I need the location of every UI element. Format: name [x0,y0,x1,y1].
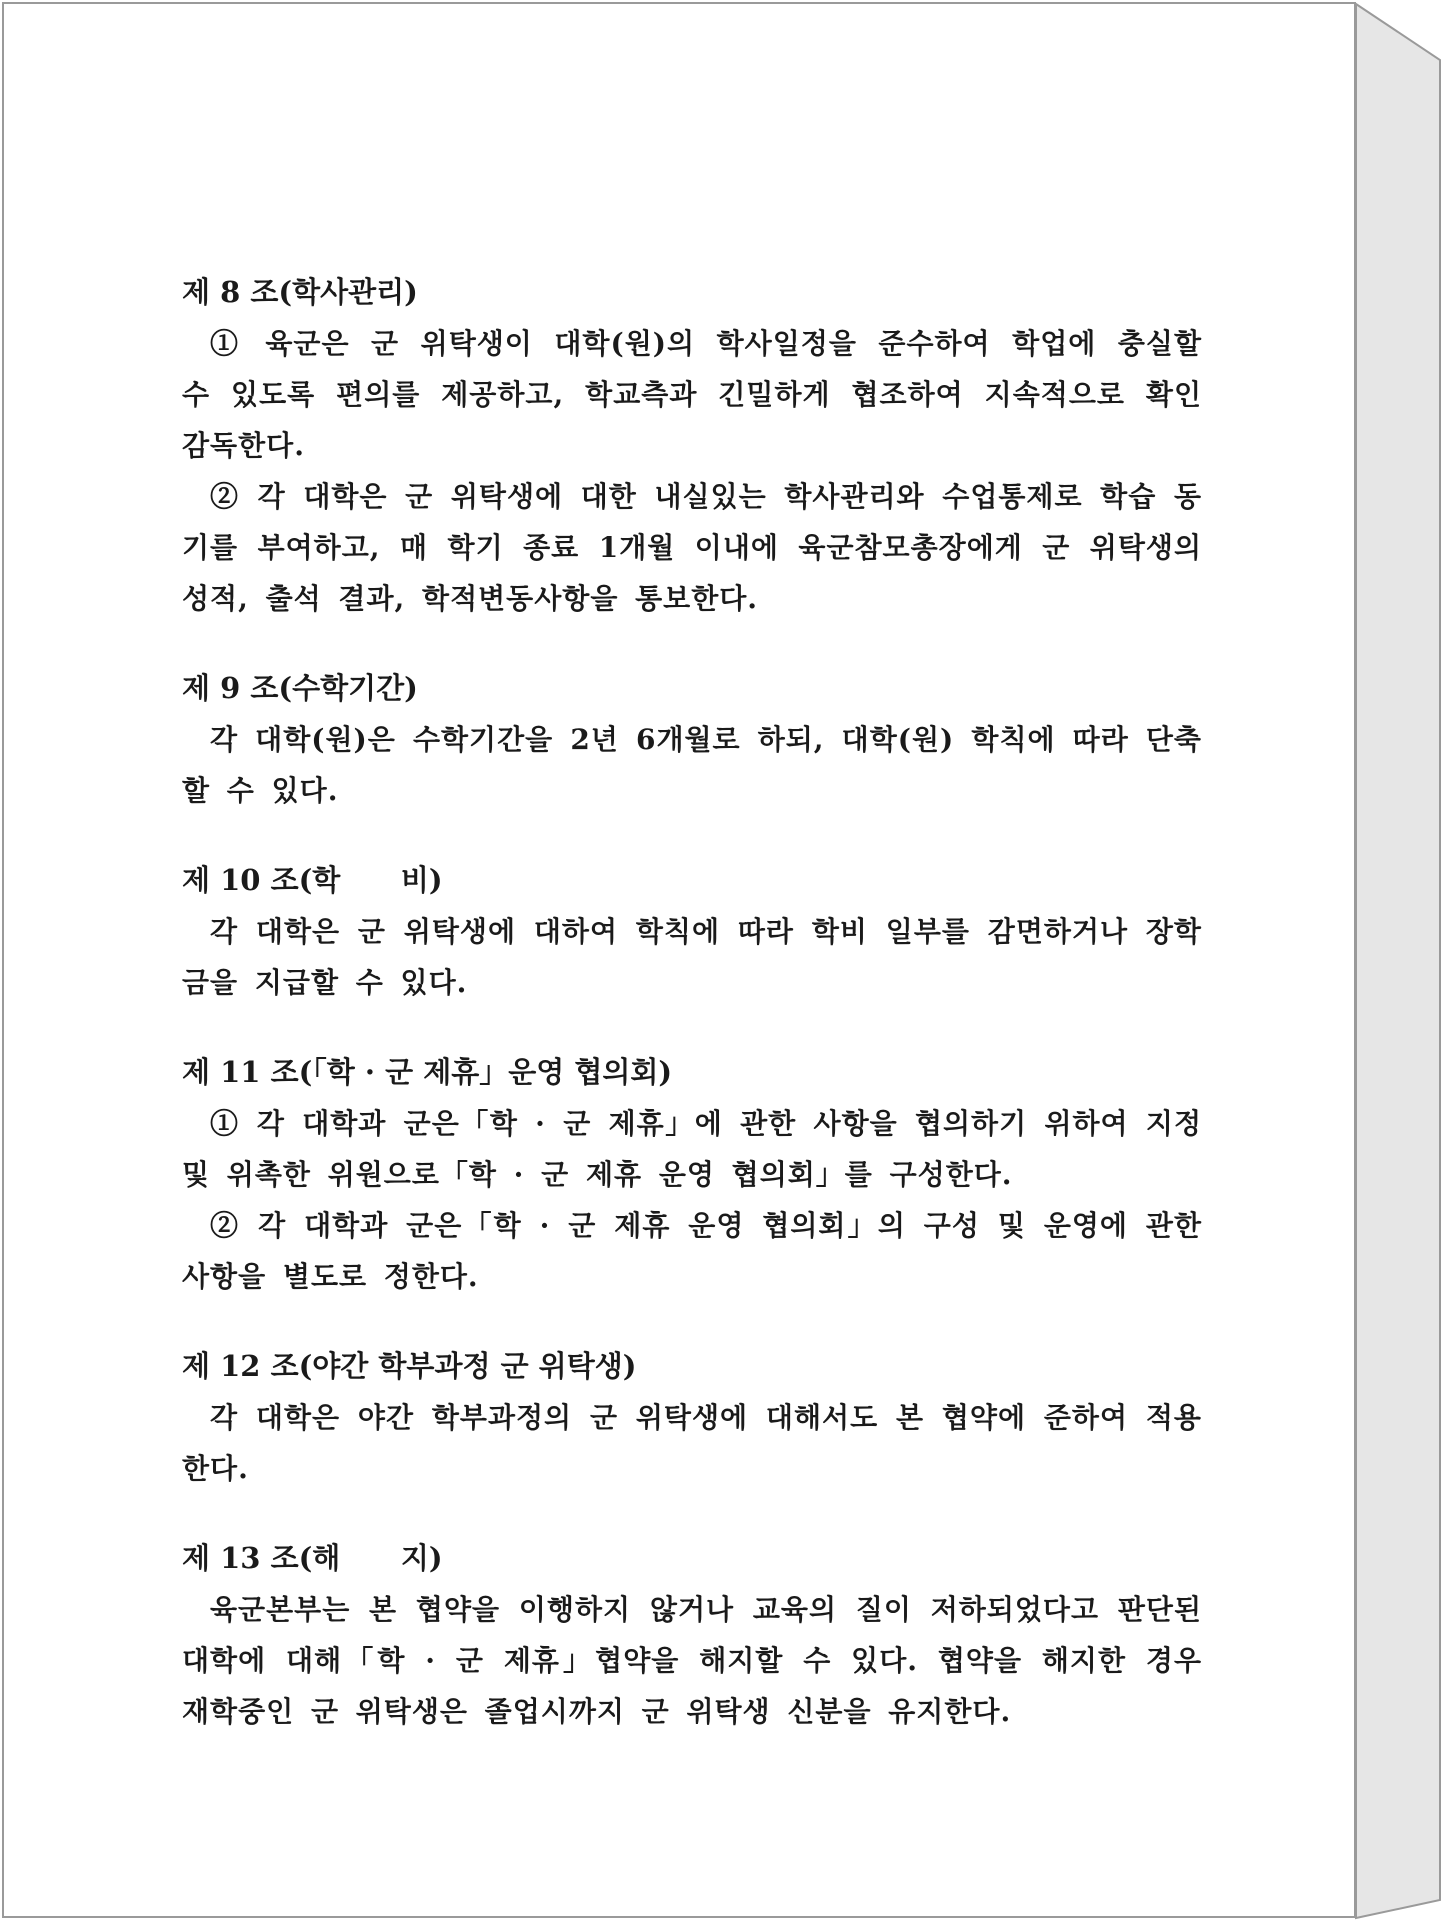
article-heading: 제 11 조(「학 · 군 제휴」운영 협의회) [182,1055,673,1089]
article-paragraph: 각 대학은 야간 학부과정의 군 위탁생에 대해서도 본 협약에 준하여 적용한다. [182,1401,1202,1485]
article-heading: 제 8 조(학사관리) [182,275,418,309]
article-paragraph: 육군본부는 본 협약을 이행하지 않거나 교육의 질이 저하되었다고 판단된 대학에 대해「학 · 군 제휴」협약을 해지할 수 있다. 협약을 해지한 경우 재학중인 군 위탁생은 졸업시까지 군 위탁생 신분을 유지한다. [182,1593,1202,1728]
article-paragraph: ② 각 대학은 군 위탁생에 대한 내실있는 학사관리와 수업통제로 학습 동기를 부여하고, 매 학기 종료 1개월 이내에 육군참모총장에게 군 위탁생의 성적, 출석 결과, 학적변동사항을 통보한다. [182,480,1202,615]
article [182,1532,1202,1737]
article [182,266,1202,624]
document-page [2,2,1356,1918]
article-paragraph: 각 대학은 군 위탁생에 대하여 학칙에 따라 학비 일부를 감면하거나 장학금을 지급할 수 있다. [182,915,1202,999]
article [182,1046,1202,1302]
article-heading: 제 12 조(야간 학부과정 군 위탁생) [182,1349,637,1383]
article [182,1340,1202,1494]
document-body [182,266,1202,1737]
article-paragraph: 각 대학(원)은 수학기간을 2년 6개월로 하되, 대학(원) 학칙에 따라 단축할 수 있다. [182,723,1202,807]
article-paragraph: ① 각 대학과 군은「학 · 군 제휴」에 관한 사항을 협의하기 위하여 지정 및 위촉한 위원으로「학 · 군 제휴 운영 협의회」를 구성한다. [182,1107,1202,1191]
article [182,854,1202,1008]
article-paragraph: ② 각 대학과 군은「학 · 군 제휴 운영 협의회」의 구성 및 운영에 관한 사항을 별도로 정한다. [182,1209,1202,1293]
article-heading: 제 13 조(해 지) [182,1541,443,1575]
article-heading: 제 10 조(학 비) [182,863,443,897]
article-heading: 제 9 조(수학기간) [182,671,418,705]
article-paragraph: ① 육군은 군 위탁생이 대학(원)의 학사일정을 준수하여 학업에 충실할 수 있도록 편의를 제공하고, 학교측과 긴밀하게 협조하여 지속적으로 확인 감독한다. [182,327,1202,462]
article [182,662,1202,816]
